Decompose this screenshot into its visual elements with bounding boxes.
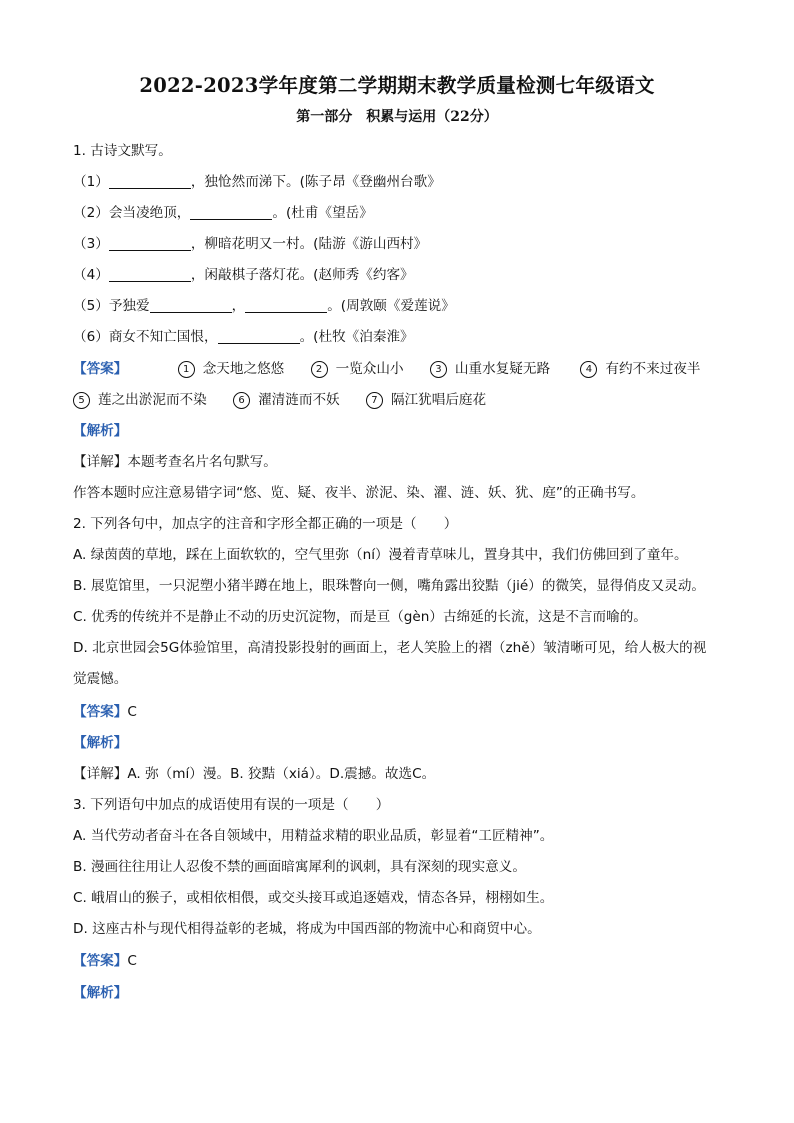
answer-blank [109, 173, 191, 189]
q1-analysis-tag: 【解析】 [73, 423, 128, 439]
q2-answer: 【答案】C [73, 704, 137, 720]
q3-option-b: B. 漫画往往用让人忍俊不禁的画面暗寓犀利的讽刺，具有深刻的现实意义。 [73, 859, 526, 875]
q1-item-3: （3） ，柳暗花明又一村。(陆游《游山西村》 [73, 236, 428, 252]
q1-detail: 【详解】本题考查名片名句默写。 [73, 454, 277, 470]
answer-tag: 【答案】 [73, 361, 128, 377]
answer-blank [190, 204, 272, 220]
answer-item: 1 念天地之悠悠 [178, 359, 285, 379]
answer-blank [150, 297, 232, 313]
q2-analysis-tag: 【解析】 [73, 735, 128, 751]
answer-item: 7 隔江犹唱后庭花 [366, 390, 486, 410]
answer-blank [218, 328, 300, 344]
circled-number: 1 [178, 361, 195, 378]
circled-number: 7 [366, 392, 383, 409]
q1-item-2: （2）会当凌绝顶， 。(杜甫《望岳》 [73, 205, 373, 221]
q3-answer: 【答案】C [73, 953, 137, 969]
document-title: 2022-2023学年度第二学期期末教学质量检测七年级语文 [139, 74, 655, 97]
q3-stem: 3. 下列语句中加点的成语使用有误的一项是（ ） [73, 797, 390, 813]
q1-stem: 1. 古诗文默写。 [73, 143, 172, 159]
answer-item: 3 山重水复疑无路 [430, 359, 550, 379]
q1-item-5: （5）予独爱 ， 。(周敦颐《爱莲说》 [73, 298, 455, 314]
answer-blank [245, 297, 327, 313]
answer-item: 5 莲之出淤泥而不染 [73, 390, 207, 410]
q2-option-c: C. 优秀的传统并不是静止不动的历史沉淀物，而是亘（gèn）古绵延的长流，这是不言而喻的。 [73, 609, 647, 625]
circled-number: 6 [233, 392, 250, 409]
q1-item-1: （1） ，独怆然而涕下。(陈子昂《登幽州台歌》 [73, 174, 441, 190]
q2-detail: 【详解】A. 弥（mí）漫。B. 狡黠（xiá）。D.震撼。故选C。 [73, 766, 436, 782]
circled-number: 5 [73, 392, 90, 409]
q2-stem: 2. 下列各句中，加点字的注音和字形全都正确的一项是（ ） [73, 516, 458, 532]
section-heading: 第一部分 积累与运用（22分） [296, 109, 498, 125]
q1-note: 作答本题时应注意易错字词“悠、览、疑、夜半、淤泥、染、濯、涟、妖、犹、庭”的正确书写。 [73, 485, 645, 501]
q2-option-d-cont: 觉震憾。 [73, 671, 128, 687]
q3-analysis-tag: 【解析】 [73, 985, 128, 1001]
circled-number: 2 [311, 361, 328, 378]
answer-item: 2 一览众山小 [311, 359, 404, 379]
q1-answer-row-2 [73, 390, 508, 410]
circled-number: 3 [430, 361, 447, 378]
q2-option-a: A. 绿茵茵的草地，踩在上面软软的，空气里弥（ní）漫着青草味儿，置身其中，我们仿佛回到了童年。 [73, 547, 688, 563]
answer-blank [109, 235, 191, 251]
answer-item: 4 有约不来过夜半 [580, 359, 700, 379]
q1-item-4: （4） ，闲敲棋子落灯花。(赵师秀《约客》 [73, 267, 414, 283]
q3-option-a: A. 当代劳动者奋斗在各自领域中，用精益求精的职业品质，彰显着“工匠精神”。 [73, 828, 554, 844]
answer-blank [109, 266, 191, 282]
q3-option-c: C. 峨眉山的猴子，或相依相偎，或交头接耳或追逐嬉戏，情态各异，栩栩如生。 [73, 890, 554, 906]
q1-answer-row-1 [73, 359, 701, 379]
circled-number: 4 [580, 361, 597, 378]
q2-option-d: D. 北京世园会5G体验馆里，高清投影投射的画面上，老人笑脸上的褶（zhě）皱清晰可见，给人极大的视 [73, 640, 707, 656]
answer-item: 6 濯清涟而不妖 [233, 390, 340, 410]
q1-item-6: （6）商女不知亡国恨， 。(杜牧《泊秦淮》 [73, 329, 414, 345]
q2-option-b: B. 展览馆里，一只泥塑小猪半蹲在地上，眼珠瞥向一侧，嘴角露出狡黠（jié）的微笑，显得俏皮又灵动。 [73, 578, 706, 594]
q3-option-d: D. 这座古朴与现代相得益彰的老城，将成为中国西部的物流中心和商贸中心。 [73, 921, 541, 937]
